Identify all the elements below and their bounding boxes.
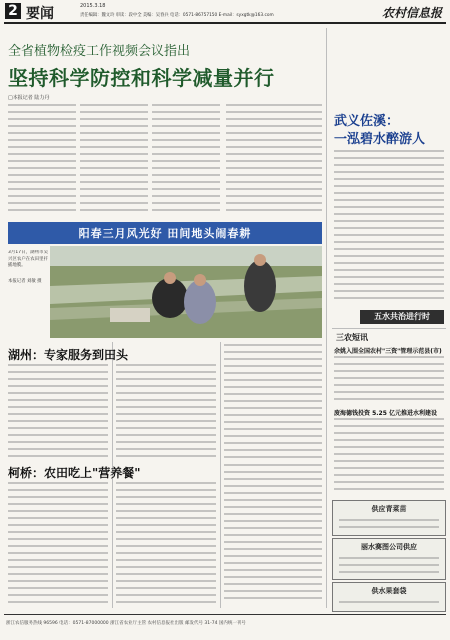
farm-field-image bbox=[50, 246, 322, 338]
news1-body bbox=[334, 356, 444, 404]
main-article-col-4 bbox=[226, 104, 322, 218]
kecheng-body-2 bbox=[116, 482, 216, 608]
right-divider-1 bbox=[332, 328, 446, 329]
page-number: 2 bbox=[8, 3, 18, 19]
photo-credit: 本报记者 刘敏 摄 bbox=[8, 278, 42, 284]
right-article-body bbox=[334, 150, 444, 306]
column-divider-main bbox=[326, 28, 327, 608]
main-byline: □本报记者 陆力丹 bbox=[8, 95, 50, 101]
huzhou-headline: 湖州：专家服务到田头 bbox=[8, 348, 129, 362]
kecheng-body-1 bbox=[8, 482, 108, 608]
main-article-col-3 bbox=[152, 104, 220, 218]
footer-text: 浙江农信服务热线 96596 电话：0571-87000000 浙江省农业厅主管 农村信息报社出版 邮发代号 31-74 国内统一刊号 bbox=[6, 621, 246, 626]
ad3-title: 供水果套袋 bbox=[371, 587, 407, 595]
page-number-box bbox=[5, 3, 21, 19]
ad-lishui-company bbox=[332, 538, 446, 580]
photo-caption-text: 3月17日，湖州市吴兴区农户在农田里扦插地膜。 bbox=[8, 250, 48, 268]
ad-vegetable-seedlings bbox=[332, 500, 446, 536]
main-article-col-2 bbox=[80, 104, 148, 218]
section-name: 要闻 bbox=[26, 6, 54, 22]
sidebar-label: 五水共治进行时 bbox=[374, 312, 430, 321]
news1-title: 余姚入围全国农村"三资"管理示范县(市) bbox=[334, 348, 442, 355]
ad1-title: 供应青菜苗 bbox=[371, 505, 407, 513]
photo-banner-text: 阳春三月风光好 田间地头闹春耕 bbox=[78, 227, 252, 240]
ad2-title: 丽水赛图公司供应 bbox=[361, 543, 417, 551]
column-divider-lower-2 bbox=[220, 342, 221, 608]
huzhou-body-3 bbox=[224, 344, 322, 460]
issue-date: 2015.3.18 bbox=[80, 3, 106, 9]
right-headline-2: 一泓碧水醉游人 bbox=[334, 132, 426, 147]
notice-title: 三农短讯 bbox=[336, 333, 368, 342]
sidebar-label-box bbox=[360, 310, 444, 324]
photo-banner bbox=[8, 222, 322, 244]
farm-photo-main bbox=[50, 246, 322, 338]
news2-body bbox=[334, 418, 444, 498]
main-kicker: 全省植物检疫工作视频会议指出 bbox=[8, 44, 191, 59]
footer-rule bbox=[4, 614, 446, 615]
huzhou-body-1 bbox=[8, 364, 108, 460]
masthead-logo: 农村信息报 bbox=[381, 6, 442, 20]
main-headline: 坚持科学防控和科学减量并行 bbox=[8, 66, 275, 90]
kecheng-body-3 bbox=[224, 464, 322, 608]
photo-caption bbox=[8, 250, 48, 285]
huzhou-body-2 bbox=[116, 364, 216, 460]
kecheng-headline: 柯桥：农田吃上"营养餐" bbox=[8, 466, 141, 480]
header-rule bbox=[4, 22, 446, 24]
news2-title: 废海德钱投资 5.25 亿元推进水利建设 bbox=[334, 410, 437, 417]
ad-fruit-bags bbox=[332, 582, 446, 612]
right-headline-1: 武义佐溪： bbox=[334, 114, 400, 129]
page-header bbox=[0, 0, 450, 22]
main-article-col-1 bbox=[8, 104, 76, 218]
editor-meta: 责任编辑：魏文玲 审读：段中全 美编：吴春兵 电话：0571-86757150 E-mail：syxgtk@163.com bbox=[80, 13, 274, 18]
